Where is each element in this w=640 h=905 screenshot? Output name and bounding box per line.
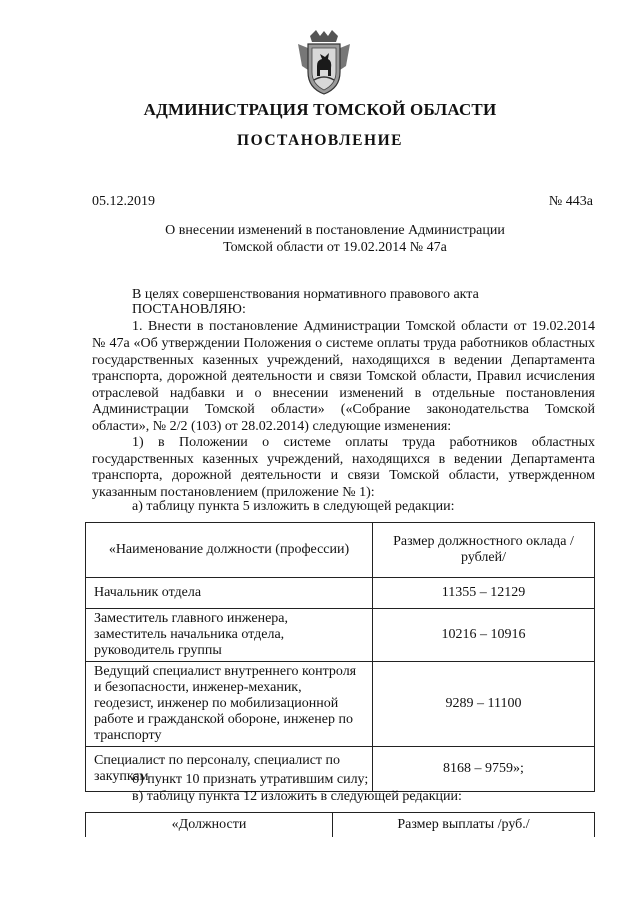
body-line: а) таблицу пункта 5 изложить в следующей редакции: [132,499,455,514]
body-line: транспорта, дорожной деятельности и связи Томской области, Правил исчисления [92,369,595,384]
table-header-row [86,813,595,838]
body-line: 1. Внести в постановление Администрации Томской области от 19.02.2014 [132,319,595,334]
body-line: указанным постановлением (приложение № 1): [92,485,375,500]
table-row [86,609,595,662]
column-header-salary: Размер должностного оклада /рублей/ [373,523,595,578]
salary-cell: 9289 – 11100 [373,662,595,747]
organization-name: АДМИНИСТРАЦИЯ ТОМСКОЙ ОБЛАСТИ [143,100,497,119]
document-number: № 443а [548,194,593,209]
body-line: транспорта, дорожной деятельности и связи Томской области, утвержденном [92,468,595,483]
body-line: государственных казенных учреждений, находящихся в ведении Департамента [92,452,595,467]
table-row [86,578,595,609]
salary-cell: 10216 – 10916 [373,609,595,662]
position-cell: Специалист по персоналу, специалист по закупкам [86,747,373,792]
document-type: ПОСТАНОВЛЕНИЕ [237,132,403,149]
body-line: государственных казенных учреждений, находящихся в ведении Департамента [92,353,595,368]
document-date: 05.12.2019 [92,194,155,209]
column-header-payment: Размер выплаты /руб./ [333,813,595,838]
position-cell: Заместитель главного инженера, заместитель начальника отдела, руководитель группы [86,609,373,662]
body-line: области», № 2/2 (103) от 28.02.2014) следующие изменения: [92,419,452,434]
title-line: О внесении изменений в постановление Администрации [165,223,505,238]
body-line: ПОСТАНОВЛЯЮ: [132,302,246,317]
tomsk-region-coat-of-arms-icon [296,30,352,96]
title-line: Томской области от 19.02.2014 № 47а [223,240,447,255]
position-cell: Ведущий специалист внутреннего контроля и безопасности, инженер-механик, геодезист, инженер по мобилизационной работе и гражданской обороне, инженер по транспорту [86,662,373,747]
column-header-positions: «Должности [86,813,333,838]
salary-cell: 8168 – 9759»; [373,747,595,792]
salary-table [85,522,595,792]
body-line: № 47а «Об утверждении Положения о системе оплаты труда работников областных [92,336,595,351]
column-header-position: «Наименование должности (профессии) [86,523,373,578]
position-cell: Начальник отдела [86,578,373,609]
table-row [86,662,595,747]
body-line: в) таблицу пункта 12 изложить в следующей редакции: [132,789,462,804]
body-line: 1) в Положении о системе оплаты труда работников областных [132,435,595,450]
payment-table [85,812,595,837]
document-title [150,222,520,256]
salary-cell: 11355 – 12129 [373,578,595,609]
body-line: В целях совершенствования нормативного правового акта [132,287,479,302]
table-header-row [86,523,595,578]
body-line: Администрации Томской области» («Собрание законодательства Томской [92,402,595,417]
body-line: б) пункт 10 признать утратившим силу; [132,772,369,787]
body-line: отраслевой надбавки и о внесении изменений в отдельные постановления [92,386,595,401]
